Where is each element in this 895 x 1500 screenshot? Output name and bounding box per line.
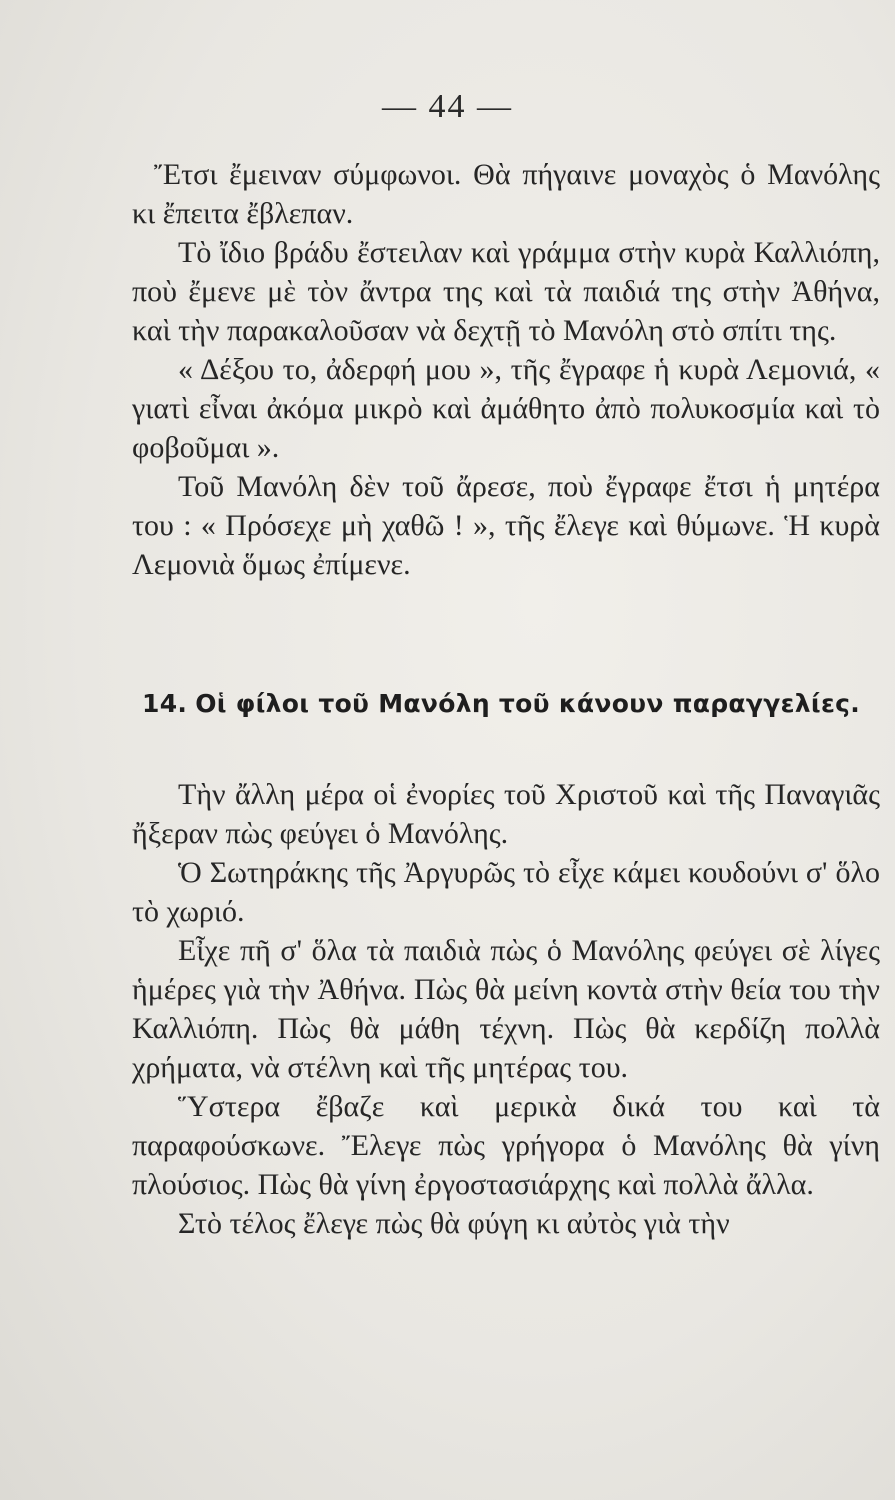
paragraph: Τὴν ἄλλη μέρα οἱ ἐνορίες τοῦ Χριστοῦ καὶ τῆς Παναγιᾶς ἤξεραν πὼς φεύγει ὁ Μανόλης. bbox=[132, 778, 880, 850]
body-text bbox=[132, 155, 880, 1243]
chapter-heading bbox=[142, 684, 880, 723]
paragraph: « Δέξου το, ἀδερφή μου », τῆς ἔγραφε ἡ κυρὰ Λεμονιά, « γιατὶ εἶναι ἀκόμα μικρὸ καὶ ἀμάθητο ἀπὸ πολυκοσμία καὶ τὸ φοβοῦμαι ». bbox=[132, 353, 880, 464]
chapter-number: 14. bbox=[142, 689, 188, 718]
paragraph: Τὸ ἴδιο βράδυ ἔστειλαν καὶ γράμμα στὴν κυρὰ Καλλιόπη, ποὺ ἔμενε μὲ τὸν ἄντρα της καὶ τὰ παιδιά της στὴν Ἀθήνα, καὶ τὴν παρακαλοῦσαν νὰ δεχτῇ τὸ Μανόλη στὸ σπίτι της. bbox=[132, 236, 880, 347]
page-number: — 44 — bbox=[382, 88, 513, 125]
paragraph: Ἔτσι ἔμειναν σύμφωνοι. Θὰ πήγαινε μοναχὸς ὁ Μανόλης κι ἔπειτα ἔβλεπαν. bbox=[132, 158, 880, 230]
paragraph: Εἶχε πῆ σ' ὅλα τὰ παιδιὰ πὼς ὁ Μανόλης φεύγει σὲ λίγες ἡμέρες γιὰ τὴν Ἀθήνα. Πὼς θὰ μείνη κοντὰ στὴν θεία του τὴν Καλλιόπη. Πὼς θὰ μάθη τέχνη. Πὼς θὰ κερδίζη πολλὰ χρήματα, νὰ στέλνη καὶ τῆς μητέρας του. bbox=[132, 934, 880, 1084]
paragraph: Τοῦ Μανόλη δὲν τοῦ ἄρεσε, ποὺ ἔγραφε ἔτσι ἡ μητέρα του : « Πρόσεχε μὴ χαθῶ ! », τῆς ἔλεγε καὶ θύμωνε. Ἡ κυρὰ Λεμονιὰ ὅμως ἐπίμενε. bbox=[132, 470, 880, 581]
paragraph: Στὸ τέλος ἔλεγε πὼς θὰ φύγη κι αὐτὸς γιὰ τὴν bbox=[178, 1207, 730, 1240]
chapter-title: Οἱ φίλοι τοῦ Μανόλη τοῦ κάνουν παραγγελίες. bbox=[195, 689, 861, 718]
paragraph: Ὕστερα ἔβαζε καὶ μερικὰ δικά του καὶ τὰ παραφούσκωνε. Ἔλεγε πὼς γρήγορα ὁ Μανόλης θὰ γίνη πλούσιος. Πὼς θὰ γίνη ἐργοστασιάρχης καὶ πολλὰ ἄλλα. bbox=[132, 1090, 880, 1201]
paragraph: Ὁ Σωτηράκης τῆς Ἀργυρῶς τὸ εἶχε κάμει κουδούνι σ' ὅλο τὸ χωριό. bbox=[132, 856, 880, 928]
